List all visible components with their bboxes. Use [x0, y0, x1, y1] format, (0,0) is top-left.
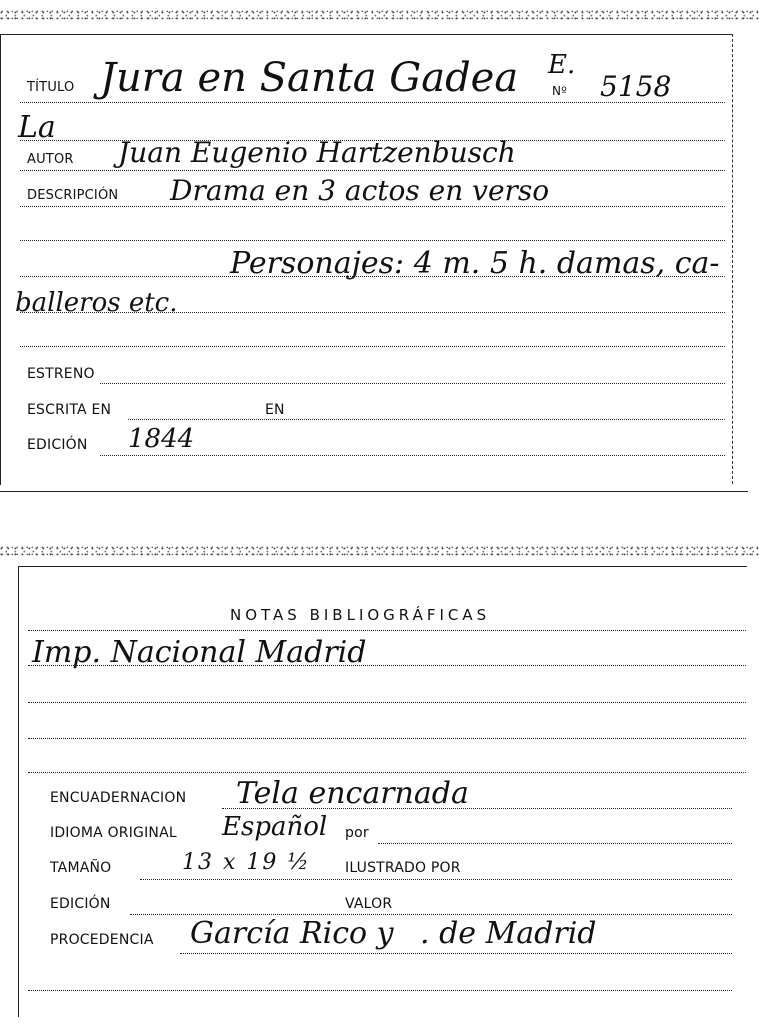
estreno-label: ESTRENO	[27, 366, 95, 382]
notas-line-1	[28, 630, 746, 631]
top-speckle-edge	[0, 10, 759, 22]
estreno-line	[100, 383, 725, 384]
edicion-value: 1844	[128, 424, 195, 454]
descripcion-value: Drama en 3 actos en verso	[170, 174, 550, 207]
descripcion-label: DESCRIPCIÓN	[27, 188, 119, 203]
line-5	[20, 240, 725, 241]
notas-value: Imp. Nacional Madrid	[32, 635, 367, 670]
idioma-value: Español	[222, 812, 328, 842]
numero-value: 5158	[600, 70, 672, 103]
notas-line-3	[28, 702, 746, 703]
edicion-label: EDICIÓN	[27, 437, 88, 453]
notas-line-2	[28, 665, 746, 666]
escrita-line	[128, 419, 725, 420]
en-label: EN	[265, 402, 285, 418]
valor-label: VALOR	[345, 896, 393, 912]
line-6	[20, 276, 725, 277]
edicion-line	[100, 455, 725, 456]
notas-heading: NOTAS BIBLIOGRÁFICAS	[230, 606, 491, 624]
numero-mark: Nº	[552, 84, 568, 98]
middle-speckle-edge	[0, 546, 759, 558]
encuadernacion-label: ENCUADERNACION	[50, 790, 187, 806]
tamano-line	[140, 879, 732, 880]
line-8	[20, 346, 725, 347]
card2-bottom-line	[28, 990, 732, 991]
notas-line-4	[28, 738, 746, 739]
autor-value: Juan Eugenio Hartzenbusch	[118, 136, 516, 169]
autor-line	[20, 170, 725, 171]
line-7	[20, 312, 725, 313]
edicion2-line	[130, 914, 732, 915]
encuadernacion-line	[222, 808, 732, 809]
notas-line-5	[28, 772, 746, 773]
titulo-line	[20, 102, 725, 103]
procedencia-line	[180, 953, 732, 954]
procedencia-value: García Rico y	[190, 916, 394, 951]
card1-bottom-edge	[0, 491, 748, 492]
por-label: por	[345, 825, 369, 841]
tamano-label: TAMAÑO	[50, 860, 112, 876]
edicion2-label: EDICIÓN	[50, 896, 111, 912]
titulo-suffix: La	[18, 110, 56, 145]
escrita-en-label: ESCRITA EN	[27, 402, 112, 418]
procedencia-label: PROCEDENCIA	[50, 932, 154, 948]
card1-right-edge	[732, 34, 733, 484]
personajes-line-2: balleros etc.	[15, 288, 178, 318]
procedencia-value-2: . de Madrid	[420, 916, 597, 951]
idioma-label: IDIOMA ORIGINAL	[50, 825, 177, 841]
encuadernacion-value: Tela encarnada	[236, 776, 469, 811]
personajes-line-1: Personajes: 4 m. 5 h. damas, ca-	[230, 246, 720, 281]
tamano-value: 13 x 19 ½	[182, 850, 311, 875]
titulo-value: Jura en Santa Gadea	[100, 55, 519, 101]
autor-label: AUTOR	[27, 152, 74, 167]
idioma-line	[378, 843, 732, 844]
ilustrado-label: ILUSTRADO POR	[345, 860, 461, 876]
descripcion-line	[20, 206, 725, 207]
numero-label: E.	[548, 50, 576, 80]
titulo-label: TÍTULO	[27, 80, 75, 95]
